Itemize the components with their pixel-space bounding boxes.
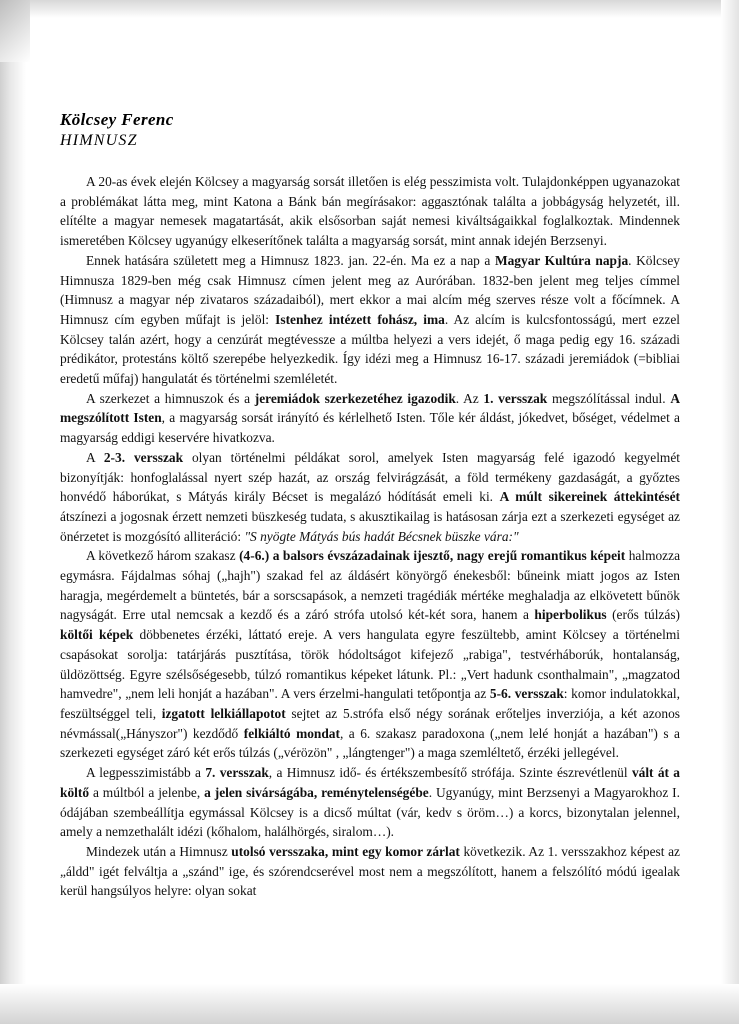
text-run: . Az alcím is kulcsfontosságú, mert ezzel Kölcsey talán azért, hogy a cenzúrát megtévessze a múltba helyezi a vers idejét, ő maga pedig egy 16. századi prédikátor, protestáns költő szerepébe helyezkedik. Így idézi meg a Himnusz 16-17. századi jeremiádok (=bibliai eredetű műfaj) hangulatát és történelmi szemléletét.: [60, 311, 681, 387]
text-run: A 20-as évek elején Kölcsey a magyarság sorsát illetően is elég pesszimista volt. Tulajdonképpen ugyanazokat a problémákat látta meg, mint Katona a Bánk bán megírásakor: aggasztónak találta a jobbágyság helyzetét, ill. elítélte a magyar nemesek magatartását, akik elsősorban saját nemesi kiváltságaikkal foglalkoztak. Mindennek ismeretében Kölcsey ugyanúgy elkeserítőnek találta a magyarság sorsát, mint annak idején Berzsenyi.: [60, 174, 680, 249]
text-run: A: [86, 449, 104, 465]
paragraph: [60, 842, 680, 901]
text-run: A következő három szakasz: [86, 548, 240, 564]
emphasis-bold: költői képek: [60, 627, 134, 643]
text-run: döbbenetes érzéki, láttató ereje. A vers hangulata egyre feszültebb, amint Kölcsey a történelmi csapásokat sorolja: tatárjárás pusztítása, török hódoltságot kifejező „rabiga", testvérháborúk, hontalanság, üldözöttség. Egyre szélsőségesebb, túlzó romantikus képeket látunk. Pl.: „Vert hadunk csonthalmain", „magzatod hamvedre", „nem leli honját a hazában". A vers érzelmi-hangulati tetőpontja az: [60, 627, 680, 702]
text-run: megszólítással indul.: [547, 390, 671, 406]
emphasis-bold: felkiáltó mondat: [243, 725, 340, 741]
emphasis-bold: (4-6.) a balsors évszázadainak ijesztő, nagy erejű romantikus képeit: [239, 548, 626, 564]
emphasis-bold: , mint egy komor zárlat: [324, 843, 460, 859]
emphasis-bold: izgatott lelkiállapotot: [161, 705, 286, 721]
text-run: a múltból a jelenbe,: [89, 784, 205, 800]
text-run: , a magyarság sorsát irányító és kérlelhető Isten. Tőle kér áldást, jókedvet, bőséget, védelmet a magyarság eddigi keservére hivatkozva.: [60, 410, 680, 446]
text-run: halmozza egymásra. Fájdalmas sóhaj („hajh") szakad fel az áldásért könyörgő énekesből: bűneink miatt jogos az Isten haragja, megérdemelt a büntetés, bár a sorscsapások, a nemzeti tragédiák mértéke meghaladja az elkövetett bűnök nagyságát. Erre utal nemcsak a kezdő és a záró strófa utolsó két-két sora, hanem a: [60, 548, 681, 623]
emphasis-bold: 5-6. versszak: [489, 686, 564, 702]
emphasis-bold: 7. versszak: [205, 765, 269, 781]
emphasis-bold: a jelen sivárságába, reménytelenségébe: [204, 784, 429, 800]
emphasis-bold: Istenhez intézett fohász, ima: [275, 311, 445, 327]
emphasis-bold: hiperbolikus: [534, 607, 607, 623]
emphasis-bold: utolsó versszaka: [231, 843, 325, 859]
text-run: sejtet az 5.strófa első négy sorának erőteljes inverziója, a két azonos névmással(„Hányszor") kezdődő: [60, 705, 680, 741]
text-run: . Az: [455, 390, 484, 406]
paragraph: [60, 546, 680, 763]
document-body: [60, 172, 680, 901]
emphasis-bold: 1. versszak: [483, 390, 548, 406]
page-edge-shading-right: [721, 0, 739, 1024]
text-run: , a Himnusz idő- és értékszembesítő strófája. Szinte észrevétlenül: [268, 765, 632, 781]
text-run: Mindezek után a Himnusz: [86, 843, 232, 859]
text-run: olyan történelmi példákat sorol, amelyek Isten magyarság felé igazodó kegyelmét bizonyítják: honfoglalással nyert szép hazát, az ország felvirágzását, a föld termékeny gazdaságát, a győztes honvédő háborúkat, s Mátyás király Bécset is megalázó hódítását emeli ki.: [60, 449, 680, 505]
emphasis-bold: vált át a költő: [60, 765, 681, 800]
page-edge-shading-top: [0, 0, 739, 18]
emphasis-bold: A megszólított Isten: [60, 390, 680, 426]
emphasis-bold: A múlt sikereinek áttekintését: [499, 489, 680, 505]
text-run: Ennek hatására született meg a Himnusz 1823. jan. 22-én. Ma ez a nap a: [86, 252, 495, 268]
document-author: Kölcsey Ferenc: [60, 110, 174, 129]
text-run: (erős túlzás): [606, 607, 680, 623]
emphasis-bold: Magyar Kultúra napja: [494, 252, 629, 268]
paragraph: [60, 389, 680, 448]
text-run: átszínezi a jogosnak érzett nemzeti büszkeség tudata, s akusztikailag is hatásosan zárja ezt a szerkezeti egységet az önérzetet is mozgósító alliteráció:: [60, 508, 680, 544]
paragraph: [60, 251, 680, 389]
paragraph: [60, 763, 680, 842]
emphasis-italic: "S nyögte Mátyás bús hadát Bécsnek büszke vára:": [244, 528, 519, 544]
emphasis-bold: 2-3. versszak: [103, 449, 184, 465]
emphasis-bold: jeremiádok szerkezetéhez igazodik: [254, 390, 456, 406]
page-edge-shading-bottom: [0, 984, 739, 1024]
text-run: : komor indulatokkal, feszültséggel teli,: [60, 686, 680, 721]
text-run: A legpesszimistább a: [86, 765, 206, 781]
text-run: . Kölcsey Himnusza 1829-ben még csak Himnusz címen jelent meg az Aurórában. 1832-ben jelent meg teljes címmel (Himnusz a magyar nép zivataros századaiból), mert ekkor a mai alcím még szerves része volt a főcímnek. A Himnusz cím egyben műfajt is jelöl:: [60, 252, 680, 327]
text-run: A szerkezet a himnuszok és a: [86, 390, 255, 406]
page-corner-fold: [0, 0, 30, 62]
document-title: HIMNUSZ: [60, 132, 138, 149]
page-edge-shading-left: [0, 0, 26, 1024]
paragraph: [60, 448, 680, 547]
paragraph: [60, 172, 680, 251]
document-content: [60, 110, 680, 901]
text-run: , a 6. szakasz paradoxona („nem lelé honját a hazában") s a szerkezeti egységet záró két erős túlzás („vérözön" , „lángtenger") a maga szemléltető, érzéki jellegével.: [60, 725, 680, 761]
text-run: . Ugyanúgy, mint Berzsenyi a Magyarokhoz I. ódájában szembeállítja egymással Kölcsey is a dicső múltat (vár, kedv s öröm…) a korcs, bizonytalan jelennel, amely a nemzethalált idézi (kőhalom, halálhörgés, siralom…).: [60, 784, 680, 840]
text-run: következik. Az 1. versszakhoz képest az „áldd" igét felváltja a „szánd" ige, és szórendcserével most nem a megszólított, hanem a felszólító módú igealak kerül hangsúlyos helyre: olyan sokat: [60, 843, 680, 899]
